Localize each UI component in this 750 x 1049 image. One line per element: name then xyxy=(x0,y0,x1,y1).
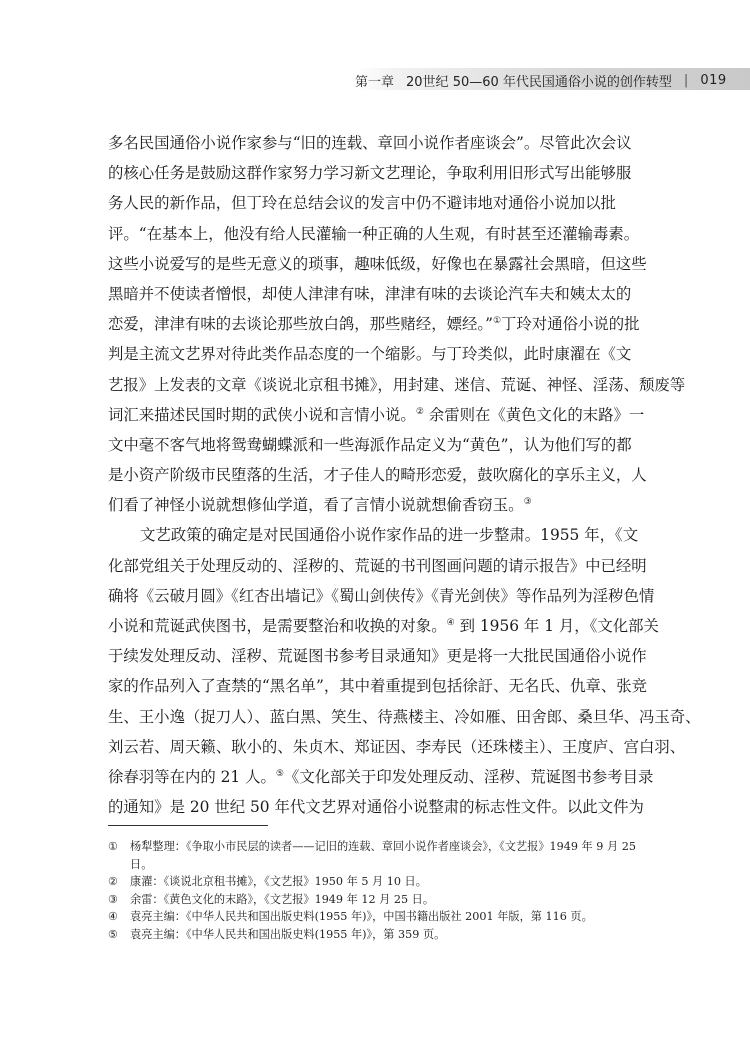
footnote-item xyxy=(108,908,658,926)
text-line xyxy=(108,520,650,550)
line-text: 们看了神怪小说就想修仙学道，看了言情小说就想偷香窃玉。 xyxy=(108,496,524,515)
text-line xyxy=(108,219,650,249)
line-text: 的通知》是 20 世纪 50 年代文艺界对通俗小说整肃的标志性文件。以此文件为 xyxy=(108,798,644,817)
footnote-rule xyxy=(108,825,268,826)
text-line xyxy=(108,128,650,158)
footnote-mark: ② xyxy=(108,875,119,889)
text-line xyxy=(108,430,650,460)
footnote-reference[interactable]: ① xyxy=(492,316,502,327)
line-text: 于续发处理反动、淫秽、荒诞图书参考目录通知》更是将一大批民国通俗小说作 xyxy=(108,647,647,666)
line-text: 是小资产阶级市民堕落的生活，才子佳人的畸形恋爱，鼓吹腐化的享乐主义，人 xyxy=(108,466,647,485)
chapter-label: 第一章 xyxy=(355,74,395,90)
text-line xyxy=(108,339,650,369)
line-text: 确将《云破月圆》《红杏出墙记》《蜀山剑侠传》《青光剑侠》等作品列为淫秽色情 xyxy=(108,586,655,605)
text-line xyxy=(108,671,650,701)
footnote-reference[interactable]: ③ xyxy=(523,497,532,508)
paragraph-2 xyxy=(108,520,701,822)
text-line xyxy=(108,370,686,400)
line-text: 判是主流文艺界对待此类作品态度的一个缩影。与丁玲类似，此时康濯在《文 xyxy=(108,345,632,364)
footnote-mark: ③ xyxy=(108,892,119,906)
running-head xyxy=(355,70,727,90)
footnote-reference[interactable]: ② xyxy=(415,406,424,417)
line-text: 黑暗并不使读者憎恨，却使人津津有味，津津有味的去谈论汽车夫和姨太太的 xyxy=(108,284,632,303)
line-text: 生、王小逸（捉刀人）、蓝白黑、笑生、待燕楼主、冷如雁、田舍郎、桑旦华、冯玉奇、 xyxy=(108,707,701,726)
line-text: 小说和荒诞武侠图书，是需要整治和收换的对象。 xyxy=(108,617,447,635)
footnote-text: 杨犁整理：《争取小市民层的读者——记旧的连载、章回小说作者座谈会》，《文艺报》1949 年 9 月 25 xyxy=(130,840,636,853)
footnote-mark: ① xyxy=(108,840,119,853)
line-text: 家的作品列入了查禁的“黑名单”，其中着重提到包括徐訏、无名氏、仇章、张竞 xyxy=(108,677,648,696)
line-text-tail: 《文化部关于印发处理反动、淫秽、荒诞图书参考目录 xyxy=(283,767,654,786)
line-text: 多名民国通俗小说作家参与“旧的连载、章回小说作者座谈会”。尽管此次会议 xyxy=(108,134,632,152)
footnote-item xyxy=(108,926,658,944)
line-text: 文中毫不客气地将鸳鸯蝴蝶派和一些海派作品定义为“黄色”，认为他们写的都 xyxy=(108,435,632,454)
text-line xyxy=(108,460,650,490)
paragraph-1 xyxy=(108,128,686,520)
footnote-text: 康濯：《谈说北京租书摊》，《文艺报》1950 年 5 月 10 日。 xyxy=(130,875,427,889)
footnote-item xyxy=(108,891,658,909)
line-text: 化部党组关于处理反动的、淫秽的、荒诞的书刊图画问题的请示报告》中已经明 xyxy=(108,556,647,575)
text-line xyxy=(108,188,650,218)
footnote-reference[interactable]: ⑤ xyxy=(275,768,284,779)
footnote-continuation: 日。 xyxy=(130,857,153,871)
line-text: 徐春羽等在内的 21 人。 xyxy=(108,767,276,786)
line-text: 文艺政策的确定是对民国通俗小说作家作品的进一步整肃。1955 年，《文 xyxy=(140,526,639,545)
footnote-mark: ⑤ xyxy=(108,927,119,941)
line-text: 评。“在基本上，他没有给人民灌输一种正确的人生观，有时甚至还灌输毒素。 xyxy=(108,224,640,243)
line-text: 词汇来描述民国时期的武侠小说和言情小说。 xyxy=(108,405,416,424)
text-line xyxy=(108,490,650,520)
footnote-text: 袁亮主编：《中华人民共和国出版史料(1955 年)》，中国书籍出版社 2001 年版，第 116 页。 xyxy=(130,910,593,924)
footnotes xyxy=(108,838,658,944)
text-line xyxy=(108,762,654,792)
footnote-text: 余雷：《黄色文化的末路》，《文艺报》1949 年 12 月 25 日。 xyxy=(130,892,435,906)
line-text-tail: 丁玲对通俗小说的批 xyxy=(501,315,640,334)
line-text: 刘云若、周天籁、耿小的、朱贞木、郑证因、李寿民（还珠楼主）、王度庐、宫白羽、 xyxy=(108,737,686,756)
text-line xyxy=(108,551,650,581)
line-text: 艺报》上发表的文章《谈说北京租书摊》，用封建、迷信、荒诞、神怪、淫荡、颓废等 xyxy=(108,375,686,394)
text-line xyxy=(108,309,650,339)
text-line xyxy=(108,611,659,641)
body-text xyxy=(108,128,701,822)
text-line xyxy=(108,279,650,309)
line-text: 恋爱，津津有味的去谈论那些放白鸽，那些赌经，嫖经。” xyxy=(108,315,493,334)
line-text: 务人民的新作品，但丁玲在总结会议的发言中仍不避讳地对通俗小说加以批 xyxy=(108,194,616,213)
footnote-reference[interactable]: ④ xyxy=(446,618,455,628)
footnote-mark: ④ xyxy=(108,910,119,924)
text-line xyxy=(108,400,650,430)
text-line xyxy=(108,158,650,188)
line-text-tail: 余雷则在《黄色文化的末路》一 xyxy=(423,405,645,424)
header-separator: | xyxy=(683,72,689,88)
line-text-tail: 到 1956 年 1 月，《文化部关 xyxy=(454,617,659,635)
text-line xyxy=(108,581,655,611)
line-text: 这些小说爱写的是些无意义的琐事，趣味低级，好像也在暴露社会黑暗，但这些 xyxy=(108,254,647,273)
line-text: 的核心任务是鼓励这群作家努力学习新文艺理论，争取利用旧形式写出能够服 xyxy=(108,164,632,183)
page-number: 019 xyxy=(700,72,727,88)
text-line xyxy=(108,792,650,822)
footnote-item xyxy=(108,873,658,891)
text-line xyxy=(108,702,701,732)
text-line xyxy=(108,249,650,279)
footnote-text: 袁亮主编：《中华人民共和国出版史料(1955 年)》，第 359 页。 xyxy=(130,927,446,941)
footnote-item xyxy=(108,838,658,856)
text-line xyxy=(108,641,650,671)
text-line xyxy=(108,732,686,762)
chapter-title: 20世纪 50—60 年代民国通俗小说的创作转型 xyxy=(406,74,672,90)
